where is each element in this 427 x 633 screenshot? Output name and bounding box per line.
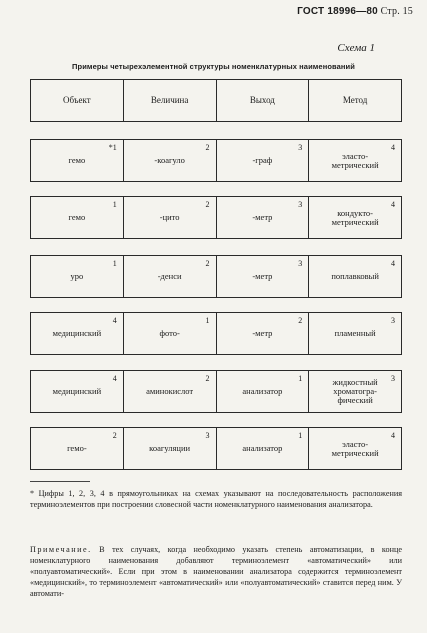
term-element-text: жидкостный хроматогра- фический: [332, 377, 378, 405]
sequence-number: *1: [108, 143, 117, 152]
term-element-cell: [309, 140, 401, 181]
term-element-cell: [124, 428, 217, 469]
term-element-text: медицинский: [52, 386, 102, 396]
term-element-cell: [309, 428, 401, 469]
sequence-number: 2: [205, 200, 210, 209]
term-element-text: -метр: [252, 212, 273, 222]
example-row: [30, 370, 402, 413]
standard-code: ГОСТ 18996—80: [297, 6, 378, 17]
term-element-cell: [31, 140, 124, 181]
column-header: Выход: [217, 80, 310, 121]
sequence-number: 2: [205, 143, 210, 152]
example-row: [30, 139, 402, 182]
term-element-cell: [124, 140, 217, 181]
page-header: [297, 6, 413, 17]
column-header: Объект: [31, 80, 124, 121]
term-element-cell: [217, 256, 310, 297]
term-element-text: -граф: [252, 155, 273, 165]
page-number: Стр. 15: [380, 6, 413, 17]
term-element-cell: [31, 256, 124, 297]
scheme-label: Схема 1: [337, 42, 375, 54]
sequence-number: 1: [205, 316, 210, 325]
term-element-cell: [124, 197, 217, 238]
sequence-number: 3: [205, 431, 210, 440]
term-element-text: -метр: [252, 271, 273, 281]
sequence-number: 1: [298, 374, 303, 383]
term-element-text: гемо-: [67, 443, 87, 453]
example-row: [30, 255, 402, 298]
term-element-cell: [217, 140, 310, 181]
sequence-number: 1: [112, 200, 117, 209]
term-element-cell: [31, 371, 124, 412]
term-element-text: кондукто- метрический: [331, 207, 379, 227]
term-element-text: -метр: [252, 328, 273, 338]
term-element-text: гемо: [68, 155, 86, 165]
term-element-text: -денси: [157, 271, 182, 281]
sequence-number: 4: [112, 374, 117, 383]
sequence-number: 1: [112, 259, 117, 268]
term-element-text: поплавковый: [331, 271, 379, 281]
sequence-number: 3: [298, 259, 303, 268]
term-element-text: -цито: [159, 212, 180, 222]
term-element-cell: [217, 371, 310, 412]
note-text: В тех случаях, когда необходимо указать степень автоматизации, в конце номенклатурного наименования добавляют терминоэлемент «автоматический» или «полуавтоматический». Если при этом в наименовании анализатора содержится терминоэлемент «медицинский», то терминоэлемент «автоматический» или «полуавтоматический» ставится перед ним. У автомати-: [30, 545, 402, 598]
term-element-text: анализатор: [242, 386, 283, 396]
sequence-number: 4: [112, 316, 117, 325]
column-header: Метод: [342, 95, 368, 105]
example-row: [30, 312, 402, 355]
note-label: Примечание.: [30, 545, 92, 554]
term-element-cell: [124, 313, 217, 354]
sequence-number: 2: [205, 374, 210, 383]
sequence-number: 3: [391, 374, 395, 383]
term-element-text: медицинский: [52, 328, 102, 338]
scheme-title: Примеры четырехэлементной структуры номенклатурных наименований: [72, 62, 355, 71]
term-element-text: фото-: [159, 328, 180, 338]
term-element-cell: [309, 313, 401, 354]
sequence-number: 4: [391, 200, 395, 209]
term-element-text: -коагуло: [154, 155, 185, 165]
sequence-number: 3: [298, 143, 303, 152]
column-header: Величина: [124, 80, 217, 121]
term-element-cell: [31, 428, 124, 469]
term-element-text: пламенный: [334, 328, 376, 338]
term-element-text: эласто- метрический: [331, 150, 379, 170]
term-element-cell: [217, 197, 310, 238]
term-element-text: анализатор: [242, 443, 283, 453]
term-element-text: уро: [70, 271, 84, 281]
sequence-number: 2: [298, 316, 303, 325]
term-element-cell: [309, 256, 401, 297]
sequence-number: 3: [298, 200, 303, 209]
sequence-number: 4: [391, 259, 395, 268]
header-row: [30, 79, 402, 122]
sequence-number: 4: [391, 143, 395, 152]
sequence-number: 4: [391, 431, 395, 440]
term-element-cell: [124, 256, 217, 297]
footnote-rule: [30, 481, 90, 482]
scheme-diagram: [30, 79, 402, 471]
term-element-cell: [124, 371, 217, 412]
term-element-cell: [31, 197, 124, 238]
sequence-number: 1: [298, 431, 303, 440]
footnote: [30, 481, 402, 510]
term-element-cell: [31, 313, 124, 354]
term-element-cell: [217, 428, 310, 469]
sequence-number: 3: [391, 316, 395, 325]
sequence-number: 2: [205, 259, 210, 268]
term-element-text: аминокислот: [146, 386, 194, 396]
example-row: [30, 196, 402, 239]
example-row: [30, 427, 402, 470]
note: [30, 544, 402, 599]
footnote-text: * Цифры 1, 2, 3, 4 в прямоугольниках на схемах указывают на последовательность расположения терминоэлементов при построении словесной части номенклатурного наименования анализатора.: [30, 489, 402, 509]
sequence-number: 2: [112, 431, 117, 440]
term-element-text: эласто- метрический: [331, 438, 379, 458]
term-element-cell: [309, 371, 401, 412]
term-element-text: гемо: [68, 212, 86, 222]
term-element-cell: [309, 197, 401, 238]
term-element-text: коагуляции: [149, 443, 191, 453]
term-element-cell: [217, 313, 310, 354]
